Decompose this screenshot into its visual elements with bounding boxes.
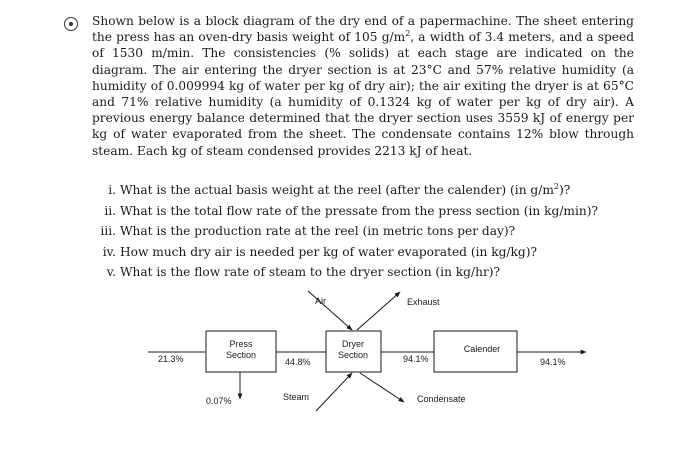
steam-label: Steam xyxy=(283,392,310,402)
problem-text-part2: , a width of 3.4 meters, and a speed of 1530 m/min. The consistencies (% solids) at each stage are indicated on the diagram. The air entering the dryer section is at 23°C and 57% relative humidity (a humidity of 0.009994 kg of water per kg of dry air); the air exiting the dryer is at 65°C and 71% relative humidity (a humidity of 0.1324 kg of water per kg of dry air). A previous energy balance determined that the dryer section uses 3559 kJ of energy per kg of water evaporated from the sheet. The condensate contains 12% blow through steam. Each kg of steam condensed provides 2213 kJ of heat. xyxy=(92,30,635,158)
consistency-dryer-out: 94.1% xyxy=(403,354,429,364)
calender-label: Calender xyxy=(463,344,501,354)
question-number: ii. xyxy=(104,203,116,218)
question-text: What is the flow rate of steam to the dryer section (in kg/hr)? xyxy=(120,265,501,280)
question-text-end: )? xyxy=(559,183,571,197)
question-number: iv. xyxy=(102,244,116,259)
consistency-press-out: 44.8% xyxy=(285,357,311,367)
steam-in-arrow xyxy=(316,373,352,411)
problem-text-part1: Shown below is a block diagram of the dry end of a papermachine. The sheet entering the press has an oven-dry basis weight of 105 g/m xyxy=(92,14,634,45)
press-label-line1: Press xyxy=(229,339,253,349)
condensate-label: Condensate xyxy=(417,394,466,404)
question-text: What is the production rate at the reel (in metric tons per day)? xyxy=(120,224,516,239)
exhaust-label: Exhaust xyxy=(407,297,440,307)
consistency-reel: 94.1% xyxy=(540,357,566,367)
exhaust-out-arrow xyxy=(357,292,400,330)
question-text: What is the actual basis weight at the reel (after the calender) (in g/m xyxy=(120,183,554,197)
dryer-label-line1: Dryer xyxy=(342,339,364,349)
condensate-out-arrow xyxy=(360,373,404,402)
dryer-label-line2: Section xyxy=(337,350,369,360)
question-number: v. xyxy=(106,265,116,280)
question-text: How much dry air is needed per kg of water evaporated (in kg/kg)? xyxy=(120,244,537,259)
consistency-pressate: 0.07% xyxy=(206,396,232,406)
question-number: i. xyxy=(108,183,116,197)
air-label: Air xyxy=(315,296,326,306)
problem-exponent: 2 xyxy=(405,29,411,39)
question-number: iii. xyxy=(100,224,116,239)
press-label-line2: Section xyxy=(225,350,257,360)
consistency-inlet: 21.3% xyxy=(158,354,184,364)
question-exponent: 2 xyxy=(553,181,559,191)
question-text: What is the total flow rate of the pressate from the press section (in kg/min)? xyxy=(120,203,599,218)
